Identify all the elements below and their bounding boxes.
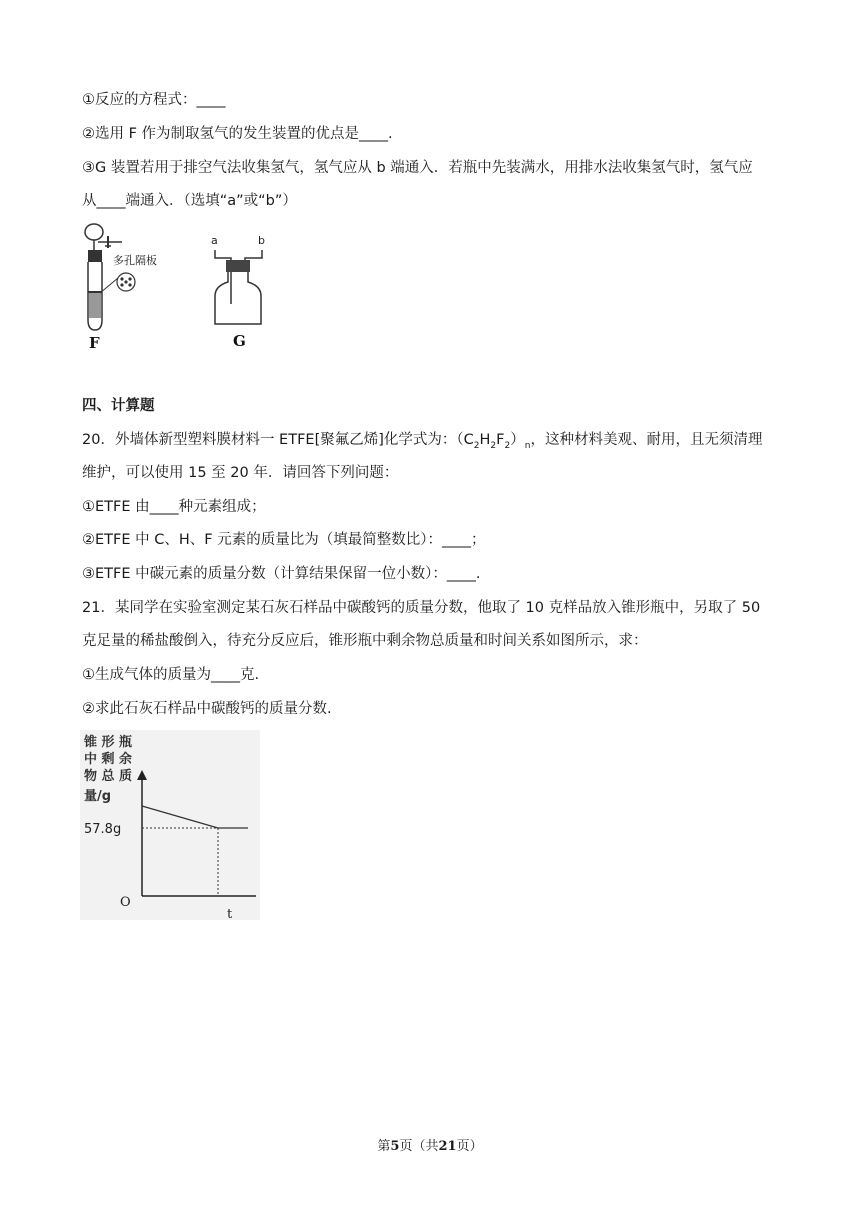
page-number: 5 (390, 1139, 400, 1154)
q19-sub1: ①反应的方程式：____ (82, 92, 226, 108)
x-axis-label: t (227, 907, 233, 920)
q19-sub3-line1: ③G 装置若用于排空气法收集氢气，氢气应从 b 端通入．若瓶中先装满水，用排水法收集氢气时，氢气应 (82, 160, 753, 176)
ylabel-line-4: 量/g (84, 789, 112, 804)
formula-paren: ） (510, 432, 525, 448)
q21-sub1: ①生成气体的质量为____克. (82, 667, 260, 683)
q19-sub2: ②选用 F 作为制取氢气的发生装置的优点是____. (82, 126, 393, 142)
q21-line2: 克足量的稀盐酸倒入，待充分反应后，锥形瓶中剩余物总质量和时间关系如图所示，求： (82, 633, 648, 649)
q20-sub3: ③ETFE 中碳元素的质量分数（计算结果保留一位小数）：____. (82, 566, 481, 582)
apparatus-F-figure (78, 220, 178, 355)
figure-G-caption: G (233, 332, 246, 350)
subscript: 2 (504, 440, 511, 451)
mass-time-graph (80, 730, 260, 920)
y-value-label: 57.8g (84, 822, 122, 837)
q20-line1-pre: 20．外墙体新型塑料膜材料一 ETFE[聚氟乙烯]化学式为：（C (82, 432, 474, 448)
q21-sub2: ②求此石灰石样品中碳酸钙的质量分数. (82, 701, 332, 717)
ylabel-line-1: 锥 形 瓶 (84, 735, 133, 750)
formula-f: F (496, 432, 505, 448)
ylabel-line-2: 中 剩 余 (84, 752, 133, 767)
footer-post: 页） (456, 1139, 483, 1154)
formula-h: H (479, 432, 491, 448)
footer-mid: 页（共 (399, 1139, 439, 1154)
q20-sub1: ①ETFE 由____种元素组成； (82, 499, 266, 515)
q20-sub2: ②ETFE 中 C、H、F 元素的质量比为（填最简整数比）：____； (82, 532, 486, 548)
port-a-label: a (211, 234, 218, 247)
subscript: 2 (490, 440, 497, 451)
q20-line1 (82, 430, 762, 456)
total-pages: 21 (438, 1139, 457, 1154)
figure-F-caption: F (89, 334, 100, 352)
footer-pre: 第 (377, 1139, 391, 1154)
subscript: 2 (473, 440, 480, 451)
q21-line1: 21．某同学在实验室测定某石灰石样品中碳酸钙的质量分数，他取了 10 克样品放入锥形瓶中，另取了 50 (82, 600, 761, 616)
subscript-n: n (524, 440, 531, 451)
q20-line1-post: ，这种材料美观、耐用，且无须清理 (530, 432, 763, 448)
origin-label: O (120, 895, 131, 910)
q20-line2: 维护，可以使用 15 至 20 年．请回答下列问题： (82, 465, 399, 481)
port-b-label: b (258, 234, 265, 247)
section-title: 四、计算题 (82, 398, 155, 414)
ylabel-line-3: 物 总 质 (84, 769, 133, 784)
porous-plate-label: 多孔隔板 (113, 254, 157, 267)
apparatus-G-figure (205, 232, 285, 357)
page-footer (0, 1135, 860, 1154)
q19-sub3-line2: 从____端通入．（选填“a”或“b”） (82, 193, 297, 209)
